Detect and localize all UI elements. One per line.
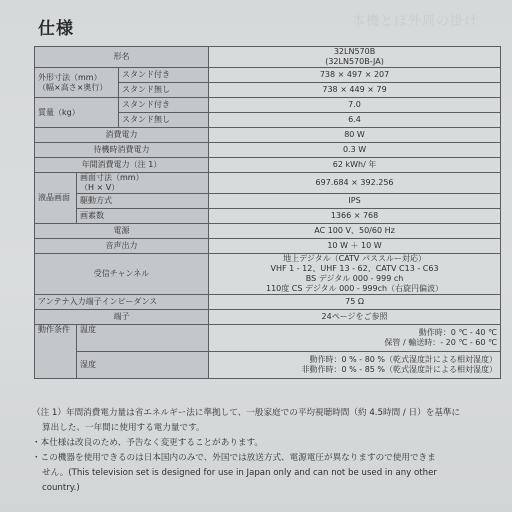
table-row (35, 254, 501, 295)
table-row (35, 173, 501, 194)
humidity-non-operating: 非動作時：0 % - 85 %（乾式湿度計による相対湿度） (301, 365, 498, 374)
table-row (35, 98, 501, 113)
model-label: 形名 (35, 47, 209, 68)
screen-size-label-line2: （H × V） (80, 183, 120, 192)
note-3-line2: せん。(This television set is designed for use in Japan only and can not be used in any other (42, 468, 437, 478)
mass-without-stand: 6.4 (209, 113, 501, 128)
without-stand-label: スタンド無し (119, 83, 209, 98)
model-number-sub: (32LN570B-JA) (325, 57, 384, 66)
supply-value: AC 100 V、50/60 Hz (209, 224, 501, 239)
table-row (35, 352, 501, 379)
table-row (35, 224, 501, 239)
temperature-label: 温度 (77, 325, 209, 352)
table-row (35, 143, 501, 158)
terminal-label: 端子 (35, 310, 209, 325)
with-stand-label: スタンド付き (119, 98, 209, 113)
standby-value: 0.3 W (209, 143, 501, 158)
terminal-value: 24ページをご参照 (209, 310, 501, 325)
drive-value: IPS (209, 194, 501, 209)
note-3-line3: country.) (42, 483, 80, 493)
annual-label: 年間消費電力（注 1） (35, 158, 209, 173)
standby-label: 待機時消費電力 (35, 143, 209, 158)
note-1-line1: （注 1）年間消費電力量は省エネルギー法に準拠して、一般家庭での平均視聴時間（約 4.5時間 / 日）を基準に (32, 408, 461, 418)
temperature-values (209, 325, 501, 352)
channel-bs: BS デジタル 000 - 999 ch (305, 274, 404, 283)
audio-value: 10 W ＋ 10 W (209, 239, 501, 254)
with-stand-label: スタンド付き (119, 68, 209, 83)
dims-label-line2: （幅×高さ×奥行） (38, 82, 108, 92)
table-row (35, 325, 501, 352)
lcd-label: 液晶画面 (35, 173, 77, 224)
show-through-text: 本機とほ外周の掛け (352, 14, 479, 29)
pixels-label: 画素数 (77, 209, 209, 224)
table-row (35, 158, 501, 173)
spec-table (34, 46, 501, 379)
channel-catv: VHF 1 - 12、UHF 13 - 62、CATV C13 - C63 (270, 264, 439, 273)
table-row (35, 128, 501, 143)
power-value: 80 W (209, 128, 501, 143)
note-2: ・本仕様は改良のため、予告なく変更することがあります。 (32, 438, 264, 448)
annual-value: 62 kWh/ 年 (209, 158, 501, 173)
dims-label-line1: 外形寸法（mm） (38, 72, 102, 82)
humidity-values (209, 352, 501, 379)
note-1-line2: 算出した、一年間に使用する電力量です。 (42, 423, 205, 433)
audio-label: 音声出力 (35, 239, 209, 254)
without-stand-label: スタンド無し (119, 113, 209, 128)
screen-size-label (77, 173, 209, 194)
table-row (35, 194, 501, 209)
footnotes (32, 406, 502, 496)
channel-label: 受信チャンネル (35, 254, 209, 295)
table-row (35, 295, 501, 310)
power-label: 消費電力 (35, 128, 209, 143)
humidity-label: 湿度 (77, 352, 209, 379)
temperature-operating: 動作時：0 ℃ - 40 ℃ (418, 328, 498, 337)
antenna-label: アンテナ入力端子インピーダンス (35, 295, 209, 310)
temperature-storage: 保管 / 輸送時：- 20 ℃ - 60 ℃ (384, 338, 498, 347)
antenna-value: 75 Ω (209, 295, 501, 310)
channel-terrestrial: 地上デジタル（CATV パススルー対応） (283, 254, 426, 263)
dims-without-stand: 738 × 449 × 79 (209, 83, 501, 98)
supply-label: 電源 (35, 224, 209, 239)
pixels-value: 1366 × 768 (209, 209, 501, 224)
dims-label (35, 68, 119, 98)
table-row (35, 310, 501, 325)
page-title: 仕様 (38, 19, 74, 39)
dims-with-stand: 738 × 497 × 207 (209, 68, 501, 83)
model-number: 32LN570B (333, 47, 376, 56)
drive-label: 駆動方式 (77, 194, 209, 209)
conditions-label: 動作条件 (35, 325, 77, 379)
table-row (35, 209, 501, 224)
table-row (35, 68, 501, 83)
table-row (35, 47, 501, 68)
screen-size-value: 697.684 × 392.256 (209, 173, 501, 194)
table-row (35, 239, 501, 254)
model-value (209, 47, 501, 68)
screen-size-label-line1: 画面寸法（mm） (80, 173, 144, 182)
channel-cs: 110度 CS デジタル 000 - 999ch（右旋円偏波） (266, 284, 444, 293)
mass-label: 質量（kg） (35, 98, 119, 128)
channel-values (209, 254, 501, 295)
humidity-operating: 動作時：0 % - 80 %（乾式湿度計による相対湿度） (309, 355, 498, 364)
note-3-line1: ・この機器を使用できるのは日本国内のみで、外国では放送方式、電源電圧が異なりますので使用できま (32, 453, 436, 463)
mass-with-stand: 7.0 (209, 98, 501, 113)
